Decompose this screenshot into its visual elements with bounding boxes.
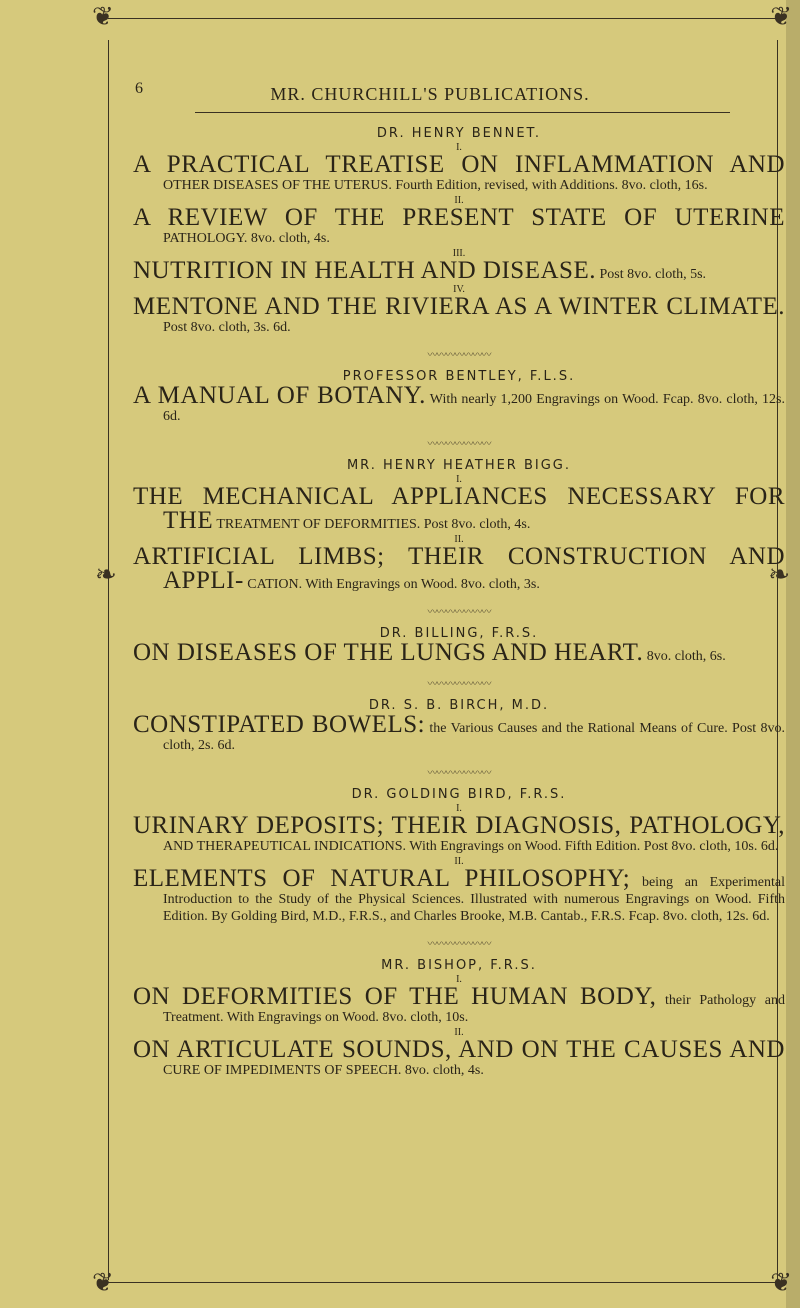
book-title: ON DEFORMITIES OF THE HUMAN BODY,	[133, 983, 657, 1010]
border-left	[108, 40, 109, 1280]
book-title: URINARY DEPOSITS; THEIR DIAGNOSIS, PATHOLOGY,	[133, 812, 785, 839]
book-entry	[133, 867, 785, 925]
entry-numeral: IV.	[453, 284, 465, 295]
book-title: CONSTIPATED BOWELS:	[133, 711, 426, 738]
book-entry	[133, 1038, 785, 1079]
book-title: MENTONE AND THE RIVIERA AS A WINTER CLIMATE.	[133, 293, 785, 320]
header-rule	[195, 112, 730, 113]
book-details: CURE OF IMPEDIMENTS OF SPEECH. 8vo. cloth, 4s.	[163, 1063, 484, 1078]
running-head: MR. CHURCHILL'S PUBLICATIONS.	[270, 84, 590, 104]
section-divider: 〰〰〰〰〰〰〰	[427, 939, 491, 950]
author-heading: DR. GOLDING BIRD, F.R.S.	[351, 787, 567, 802]
entry-numeral: II.	[454, 856, 464, 867]
book-details: their Pathology and Treatment. With Engravings on Wood. 8vo. cloth, 10s.	[163, 993, 785, 1025]
book-details: CATION. With Engravings on Wood. 8vo. cloth, 3s.	[247, 577, 540, 592]
book-details: being an Experimental Introduction to the Study of the Physical Sciences. Illustrated with numerous Engravings on Wood. Fifth Edition. By Golding Bird, M.D., F.R.S., and Charles Brooke, M.B. Cantab., F.R.S. Fcap. 8vo. cloth, 12s. 6d.	[163, 875, 786, 924]
author-section	[133, 764, 785, 925]
book-title: A REVIEW OF THE PRESENT STATE OF UTERINE	[133, 204, 785, 231]
entry-numeral: II.	[454, 1027, 464, 1038]
book-entry	[133, 206, 785, 247]
author-section	[133, 675, 785, 754]
entry-numeral: I.	[456, 803, 462, 814]
book-details: Post 8vo. cloth, 5s.	[599, 267, 707, 282]
book-title: THE MECHANICAL APPLIANCES NECESSARY FOR THE	[133, 483, 785, 534]
author-heading: DR. S. B. BIRCH, M.D.	[368, 698, 550, 713]
entry-numeral: II.	[454, 534, 464, 545]
border-top	[108, 18, 775, 19]
book-entry	[133, 713, 785, 754]
section-divider: 〰〰〰〰〰〰〰	[427, 768, 491, 779]
book-details: Post 8vo. cloth, 3s. 6d.	[163, 320, 291, 335]
section-divider: 〰〰〰〰〰〰〰	[427, 607, 491, 618]
floral-ornament-icon: ❧	[768, 560, 790, 589]
author-heading: MR. BISHOP, F.R.S.	[381, 958, 537, 973]
author-heading: PROFESSOR BENTLEY, F.L.S.	[342, 369, 576, 384]
book-title: A PRACTICAL TREATISE ON INFLAMMATION AND	[133, 151, 785, 178]
author-heading: DR. BILLING, F.R.S.	[379, 626, 539, 641]
author-heading: MR. HENRY HEATHER BIGG.	[346, 458, 572, 473]
entry-numeral: I.	[456, 142, 462, 153]
author-section	[133, 126, 785, 336]
section-divider: 〰〰〰〰〰〰〰	[427, 679, 491, 690]
book-entry	[133, 641, 785, 665]
author-section	[133, 603, 785, 665]
book-title: ELEMENTS OF NATURAL PHILOSOPHY;	[133, 865, 631, 892]
book-entry	[133, 384, 785, 425]
book-entry	[133, 485, 785, 533]
section-divider: 〰〰〰〰〰〰〰	[427, 350, 491, 361]
book-entry	[133, 153, 785, 194]
floral-ornament-icon: ❧	[95, 560, 117, 589]
floral-ornament-icon: ❦	[92, 1268, 114, 1297]
book-details: PATHOLOGY. 8vo. cloth, 4s.	[163, 231, 330, 246]
section-divider: 〰〰〰〰〰〰〰	[427, 439, 491, 450]
entry-numeral: II.	[454, 195, 464, 206]
book-entry	[133, 814, 785, 855]
book-entry	[133, 985, 785, 1026]
floral-ornament-icon: ❦	[770, 1268, 792, 1297]
border-bottom	[108, 1282, 775, 1283]
author-heading: DR. HENRY BENNET.	[376, 126, 542, 141]
book-details: TREATMENT OF DEFORMITIES. Post 8vo. cloth, 4s.	[216, 517, 531, 532]
book-details: With nearly 1,200 Engravings on Wood. Fcap. 8vo. cloth, 12s. 6d.	[163, 392, 785, 424]
book-details: 8vo. cloth, 6s.	[646, 649, 726, 664]
author-section	[133, 346, 785, 425]
book-title: ON DISEASES OF THE LUNGS AND HEART.	[133, 639, 644, 666]
page-number: 6	[135, 80, 143, 97]
floral-ornament-icon: ❦	[770, 2, 792, 31]
book-title: ARTIFICIAL LIMBS; THEIR CONSTRUCTION AND APPLI-	[133, 543, 785, 594]
author-section	[133, 435, 785, 593]
book-title: ON ARTICULATE SOUNDS, AND ON THE CAUSES AND	[133, 1036, 785, 1063]
book-entry	[133, 259, 785, 283]
entry-numeral: III.	[452, 248, 466, 259]
book-details: the Various Causes and the Rational Means of Cure. Post 8vo. cloth, 2s. 6d.	[163, 721, 785, 753]
entry-numeral: I.	[456, 974, 462, 985]
book-title: NUTRITION IN HEALTH AND DISEASE.	[133, 257, 596, 284]
entry-numeral: I.	[456, 474, 462, 485]
page-content	[133, 118, 785, 1083]
page-edge	[786, 0, 800, 1308]
book-entry	[133, 545, 785, 593]
book-details: OTHER DISEASES OF THE UTERUS. Fourth Edition, revised, with Additions. 8vo. cloth, 16s.	[163, 178, 708, 193]
floral-ornament-icon: ❦	[92, 2, 114, 31]
book-title: A MANUAL OF BOTANY.	[133, 382, 426, 409]
book-entry	[133, 295, 785, 336]
author-section	[133, 935, 785, 1079]
book-details: AND THERAPEUTICAL INDICATIONS. With Engravings on Wood. Fifth Edition. Post 8vo. cloth, 10s. 6d.	[163, 839, 779, 854]
